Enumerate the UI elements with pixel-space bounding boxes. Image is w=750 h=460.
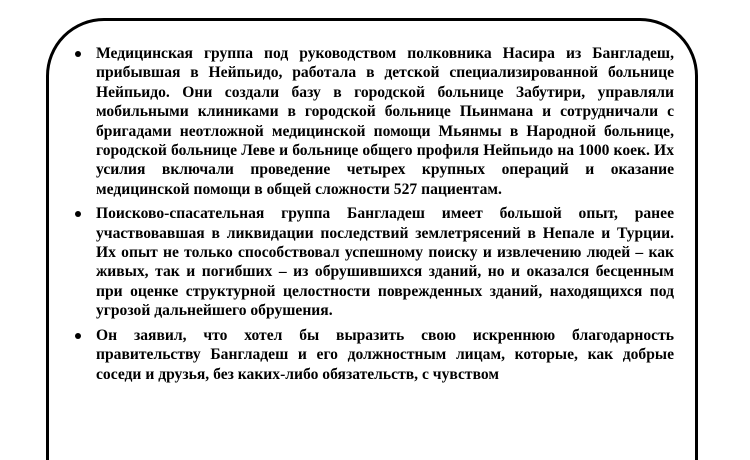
bullet-list <box>96 44 674 389</box>
bullet-text: Он заявил, что хотел бы выразить свою искреннюю благодарность правительству Бангладеш и его должностным лицам, которые, как добрые соседи и друзья, без каких-либо обязательств, с чувством <box>96 326 674 383</box>
bullet-text: Медицинская группа под руководством полковника Насира из Бангладеш, прибывшая в Нейпьидо, работала в детской специализированной больнице Нейпьидо. Они создали базу в городской больнице Забутири, управляли мобильными клиниками в городской больнице Пьинмана и сотрудничали с бригадами неотложной медицинской помощи Мьянмы в Народной больнице, городской больнице Леве и больнице общего профиля Нейпьидо на 1000 коек. Их усилия включали проведение четырех крупных операций и оказание медицинской помощи в общей сложности 527 пациентам. <box>96 45 674 198</box>
bullet-item-medical-team <box>96 44 674 199</box>
bullet-text: Поисково-спасательная группа Бангладеш имеет большой опыт, ранее участвовавшая в ликвидации последствий землетрясений в Непале и Турции. Их опыт не только способствовал успешному поиску и извлечению людей – как живых, так и погибших – из обрушившихся зданий, но и оказался бесценным при оценке структурной целостности поврежденных зданий, находящихся под угрозой дальнейшего обрушения. <box>96 205 674 320</box>
bullet-item-gratitude <box>96 326 674 384</box>
bullet-item-search-rescue-team <box>96 204 674 320</box>
bullet-dot-icon <box>75 51 81 57</box>
bullet-dot-icon <box>75 333 81 339</box>
